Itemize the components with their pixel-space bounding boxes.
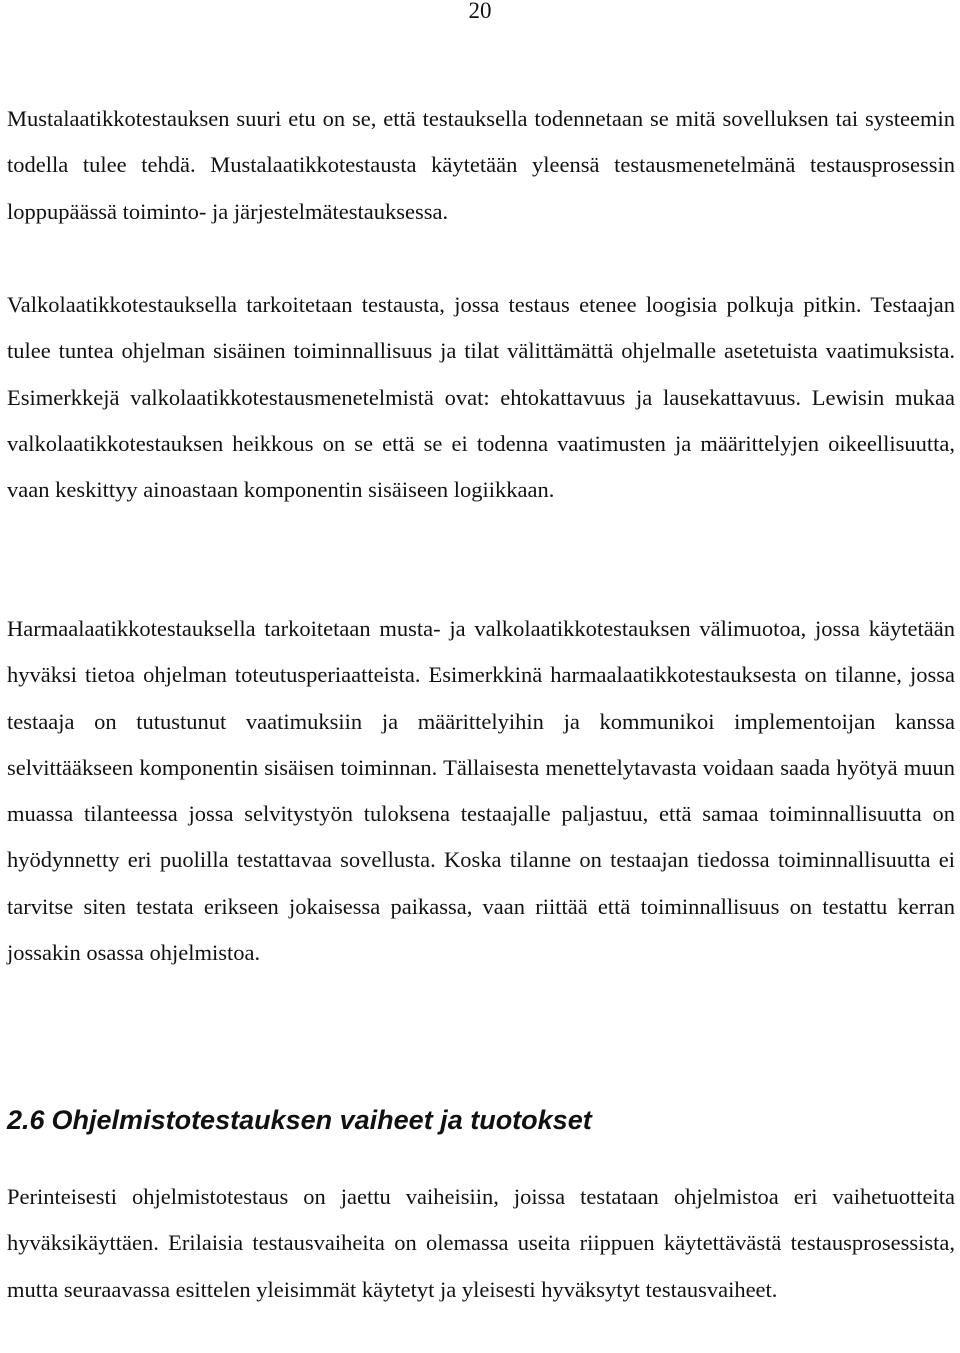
page-number: 20 bbox=[468, 0, 492, 23]
paragraph-testing-phases: Perinteisesti ohjelmistotestaus on jaettu vaiheisiin, joissa testataan ohjelmistoa eri vaihetuotteita hyväksikäyttäen. Erilaisia testausvaiheita on olemassa useita riippuen käytettävästä testausprosessista, mutta seuraavassa esittelen yleisimmät käytetyt ja yleisesti hyväksytyt testausvaiheet. bbox=[7, 1184, 955, 1302]
section-heading bbox=[7, 1100, 592, 1140]
paragraph-grey-box-testing: Harmaalaatikkotestauksella tarkoitetaan musta- ja valkolaatikkotestauksen välimuotoa, jossa käytetään hyväksi tietoa ohjelman toteutusperiaatteista. Esimerkkinä harmaalaatikkotestauksesta on tilanne, jossa testaaja on tutustunut vaatimuksiin ja määrittelyihin ja kommunikoi implementoijan kanssa selvittääkseen komponentin sisäisen toiminnan. Tällaisesta menettelytavasta voidaan saada hyötyä muun muassa tilanteessa jossa selvitystyön tuloksena testaajalle paljastuu, että samaa toiminnallisuutta on hyödynnetty eri puolilla testattavaa sovellusta. Koska tilanne on testaajan tiedossa toiminnallisuutta ei tarvitse siten testata erikseen jokaisessa paikassa, vaan riittää että toiminnallisuus on testattu kerran jossakin osassa ohjelmistoa. bbox=[7, 616, 955, 966]
section-number: 2.6 bbox=[7, 1105, 45, 1135]
paragraph-white-box-testing: Valkolaatikkotestauksella tarkoitetaan testausta, jossa testaus etenee loogisia polkuja pitkin. Testaajan tulee tuntea ohjelman sisäinen toiminnallisuus ja tilat välittämättä ohjelmalle asetetuista vaatimuksista. Esimerkkejä valkolaatikkotestausmenetelmistä ovat: ehtokattavuus ja lausekattavuus. Lewisin mukaa valkolaatikkotestauksen heikkous on se että se ei todenna vaatimusten ja määrittelyjen oikeellisuutta, vaan keskittyy ainoastaan komponentin sisäiseen logiikkaan. bbox=[7, 292, 955, 503]
paragraph-black-box-testing: Mustalaatikkotestauksen suuri etu on se, että testauksella todennetaan se mitä sovelluksen tai systeemin todella tulee tehdä. Mustalaatikkotestausta käytetään yleensä testausmenetelmänä testausprosessin loppupäässä toiminto- ja järjestelmätestauksessa. bbox=[7, 106, 955, 224]
section-title: Ohjelmistotestauksen vaiheet ja tuotokset bbox=[51, 1105, 592, 1135]
